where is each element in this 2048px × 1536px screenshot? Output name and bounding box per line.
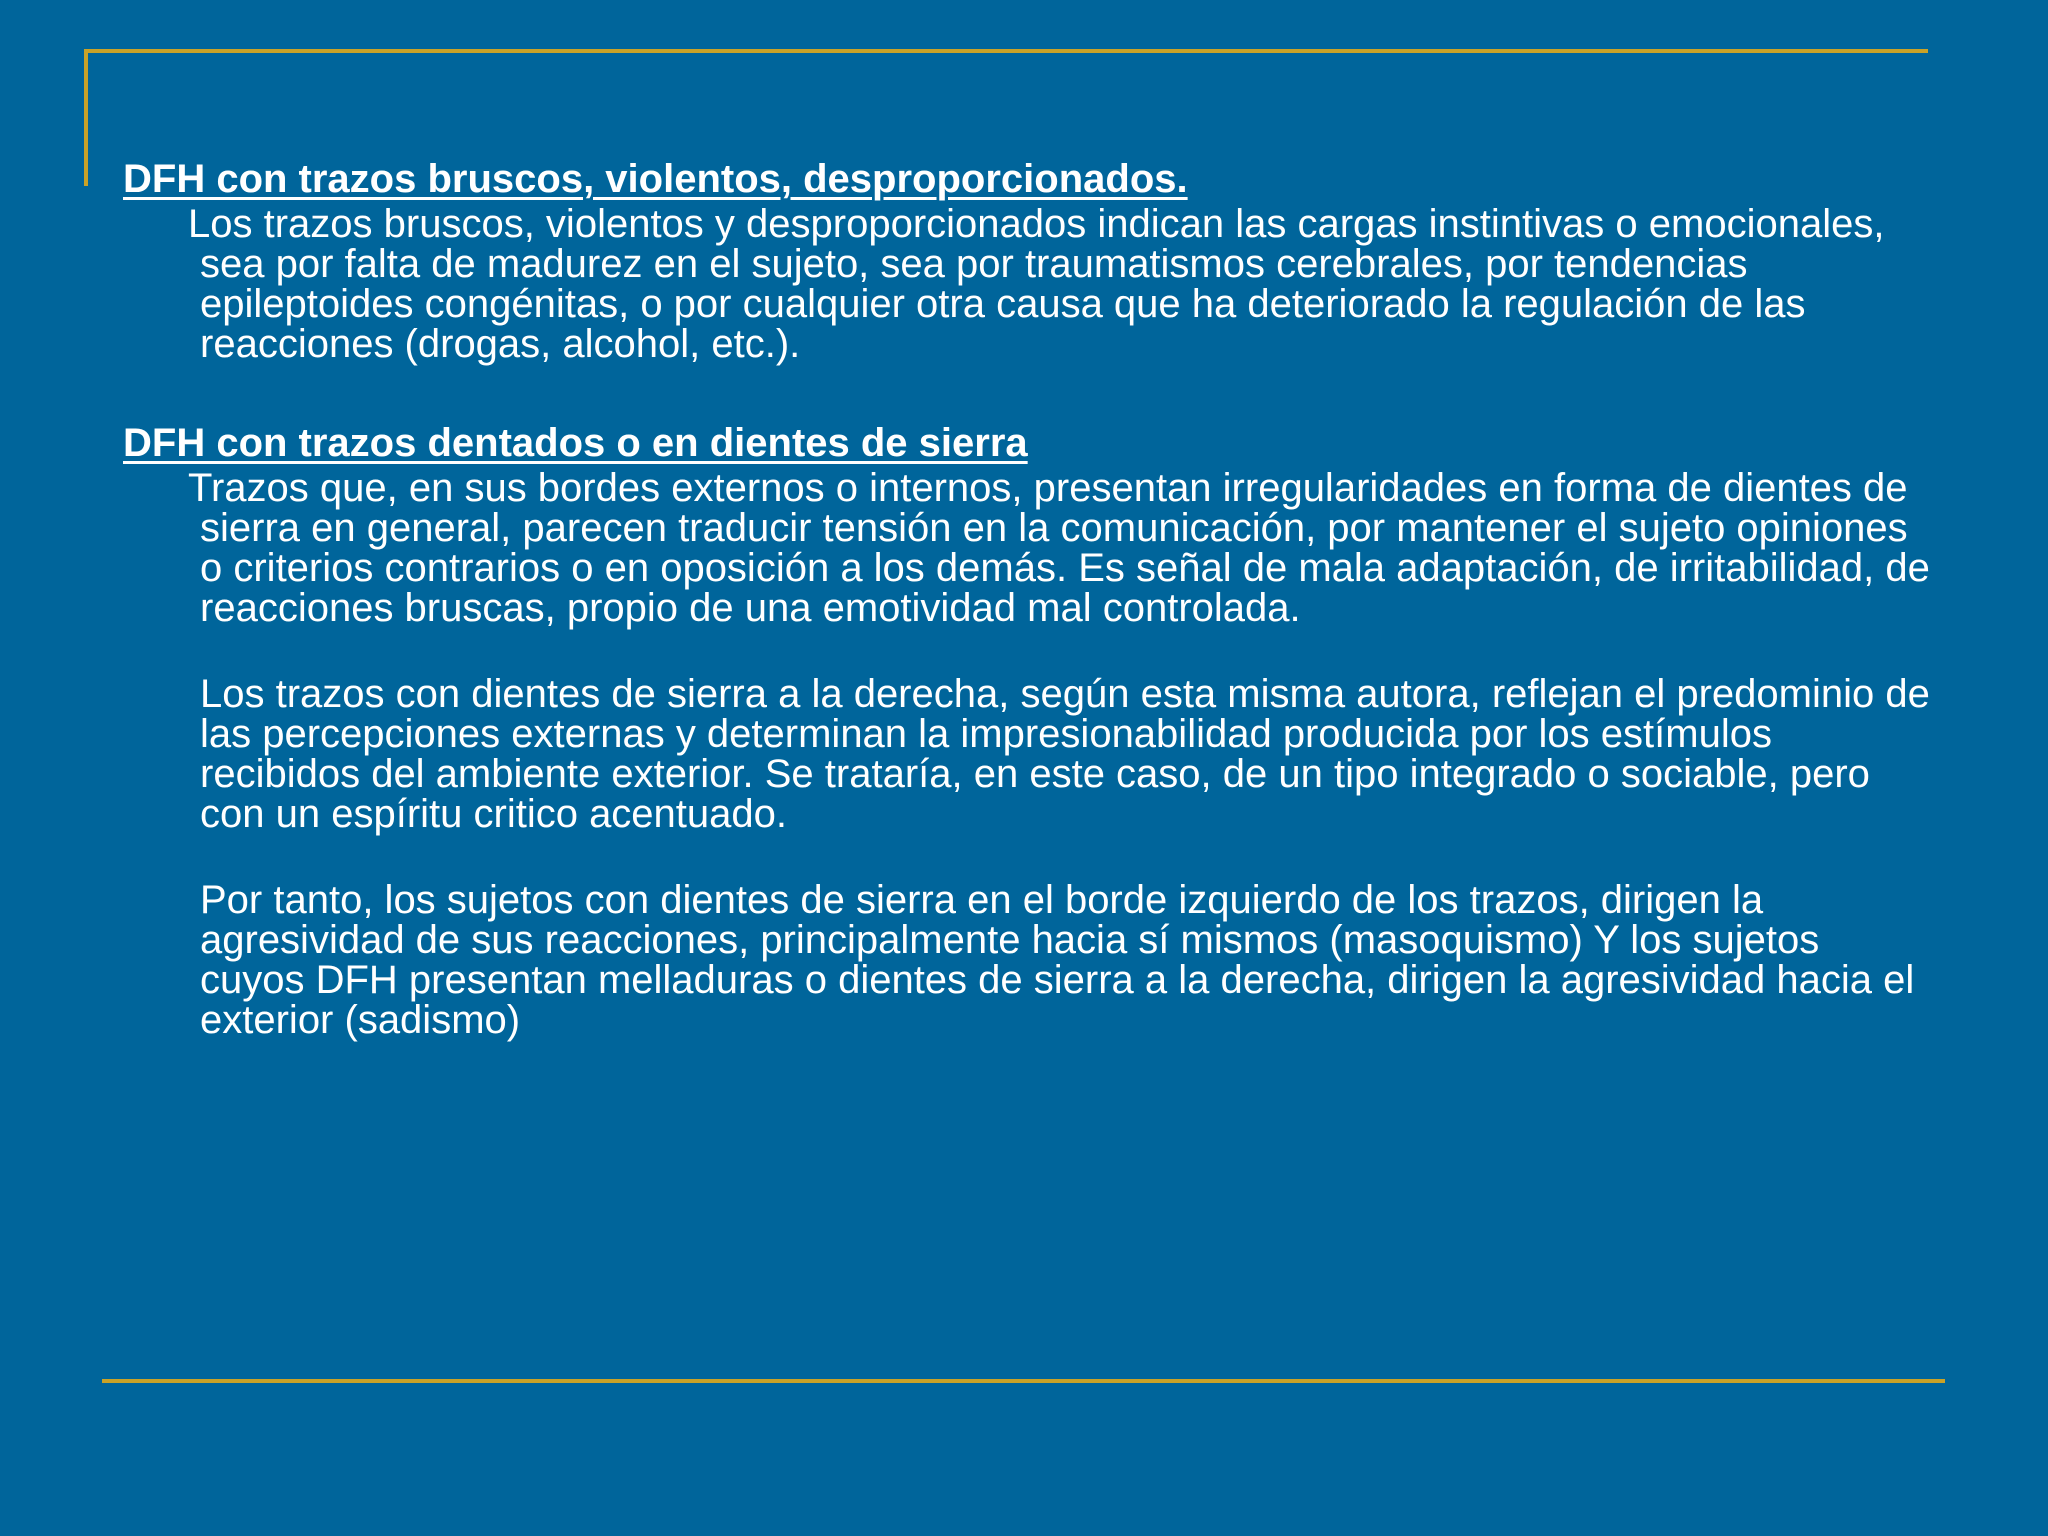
section2-paragraph-1: Trazos que, en sus bordes externos o internos, presentan irregularidades en forma de dientes de sierra en general, parecen traducir tensión en la comunicación, por mantener el sujeto opiniones o criterios contrarios o en oposición a los demás. Es señal de mala adaptación, de irritabilidad, de reacciones bruscas, propio de una emotividad mal controlada. [188, 466, 1930, 630]
section2-heading: DFH con trazos dentados o en dientes de sierra [123, 421, 1028, 465]
section1-paragraph: Los trazos bruscos, violentos y desproporcionados indican las cargas instintivas o emocionales, sea por falta de madurez en el sujeto, sea por traumatismos cerebrales, por tendencias epileptoides congénitas, o por cualquier otra causa que ha deteriorado la regulación de las reacciones (drogas, alcohol, etc.). [188, 202, 1885, 366]
paragraph-spacer [123, 628, 1933, 674]
paragraph-spacer [123, 834, 1933, 880]
bottom-accent-rule [102, 1379, 1945, 1383]
section2-paragraph-2: Los trazos con dientes de sierra a la derecha, según esta misma autora, reflejan el predominio de las percepciones externas y determinan la impresionabilidad producida por los estímulos recibidos del ambiente exterior. Se trataría, en este caso, de un tipo integrado o sociable, pero con un espíritu critico acentuado. [200, 672, 1930, 836]
top-accent-rule [84, 49, 1928, 53]
section2-paragraph-3: Por tanto, los sujetos con dientes de sierra en el borde izquierdo de los trazos, dirigen la agresividad de sus reacciones, principalmente hacia sí mismos (masoquismo) Y los sujetos cuyos DFH presentan melladuras o dientes de sierra a la derecha, dirigen la agresividad hacia el exterior (sadismo) [200, 878, 1915, 1042]
section-spacer [123, 364, 1933, 420]
slide-content [123, 156, 1933, 1040]
section1-heading-period: . [1176, 157, 1188, 201]
section1-heading-text: DFH con trazos bruscos, violentos, desproporcionados [123, 157, 1177, 201]
section1-heading [123, 156, 1933, 202]
left-accent-rule [84, 49, 88, 186]
